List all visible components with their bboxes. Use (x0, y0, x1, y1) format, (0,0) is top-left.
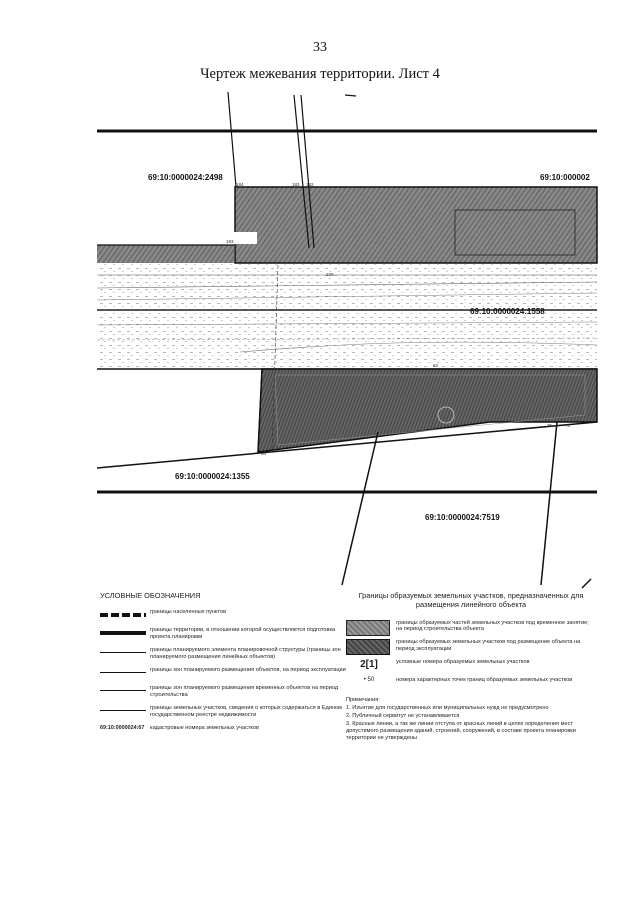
parcel-label-1558: 69:10:0000024:1558 (470, 307, 545, 316)
legend-right (346, 591, 596, 743)
parcel-label-2498: 69:10:0000024:2498 (148, 173, 223, 182)
parcel-label-right: 69:10:000002 (540, 173, 590, 182)
legend-text: номера характерных точек границ образуемых земельных участков (396, 677, 573, 684)
legend-text: границы зон планируемого размещения временных объектов на период строительства (150, 685, 339, 699)
leader-line-1 (228, 92, 236, 187)
legend-left (100, 591, 350, 743)
page-title: Чертеж межевания территории. Лист 4 (200, 66, 440, 82)
page-number: 33 (313, 40, 327, 55)
plot-upper-left-strip (97, 245, 234, 263)
legend-text: кадастровые номера земельных участков (150, 725, 260, 732)
notes-heading: Примечания: (346, 697, 380, 704)
point-75: 75 (547, 423, 553, 428)
leader-line-3 (342, 432, 378, 585)
legend-item (100, 705, 350, 719)
legend-item (100, 685, 350, 699)
legend-symbol-dash (100, 609, 146, 621)
legend-symbol-line (100, 667, 146, 679)
legend-cadastral-code: 69:10:0000024:67 (100, 725, 145, 732)
legend-item (346, 620, 596, 634)
arrow-mark-bottom-right (582, 579, 591, 588)
legend-item-cadastral (100, 725, 350, 737)
leader-line-4 (541, 422, 557, 585)
point-94: 94 (261, 451, 267, 456)
legend-symbol-line (100, 647, 146, 659)
legend-item (100, 627, 350, 641)
legend-right-heading: Границы образуемых земельных участков, предназначенных для размещения линейного объекта (358, 591, 584, 610)
point-182: 182 (306, 182, 314, 187)
legend-text: границы планируемого элемента планировочной структуры (границы зон планируемого размещения линейных объектов) (150, 647, 341, 661)
legend-item (100, 667, 350, 679)
point-184: 184 (236, 182, 244, 187)
legend-text: границы территории, в отношении которой осуществляется подготовка проекта планировки (150, 627, 336, 641)
parcel-label-7519: 69:10:0000024:7519 (425, 513, 500, 522)
plot-upper-notch (232, 232, 257, 244)
dash-mark-top (345, 95, 356, 96)
legend-symbol-box-perm (346, 639, 392, 651)
legend-symbol-line (100, 685, 146, 697)
point-76: 76 (565, 423, 571, 428)
road-zone (97, 263, 597, 369)
note-2: 2. Публичный сервитут не устанавливается (346, 713, 460, 720)
point-183: 183 (292, 182, 300, 187)
legend-text: границы образуемых частей земельных участков под временное занятие; на период строительства объекта (396, 619, 589, 633)
legend-text: границы зон планируемого размещения объектов, на период эксплуатации (150, 667, 346, 674)
parcel-label-1355: 69:10:0000024:1355 (175, 472, 250, 481)
legend-text: границы населенных пунктов (150, 609, 227, 616)
legend-item (346, 659, 596, 671)
note-1: 1. Изъятие для государственных или муниципальных нужд не предусмотрено (346, 705, 549, 712)
point-220: 220 (326, 272, 334, 277)
legend-symbol-thick (100, 627, 146, 639)
note-3: 3. Красные линии, а так же линии отступа от красных линий в целях определения мест допустимого размещения зданий, строений, сооружений, в составе проекта планировки территории не утверждены (346, 721, 576, 742)
plot-upper-main (235, 187, 597, 263)
legend-symbol-box-temp (346, 620, 392, 632)
legend-item (346, 677, 596, 689)
legend-left-heading: УСЛОВНЫЕ ОБОЗНАЧЕНИЯ (100, 591, 201, 600)
legend-symbol-number: 2[1] (360, 659, 378, 671)
point-93: 93 (433, 363, 439, 368)
point-193: 193 (226, 239, 234, 244)
notes (346, 697, 596, 742)
legend-symbol-line (100, 705, 146, 717)
legend-symbol-dot: • 50 (363, 677, 375, 684)
legend-text: границы земельных участков, сведения о которых содержаться в Едином государственном реестре недвижимости (150, 705, 342, 719)
legend-item (346, 639, 596, 653)
plot-lower-main (258, 369, 597, 452)
legend-text: границы образуемых земельных участков под размещение объекта на период эксплуатации (396, 639, 581, 653)
legend-item (100, 609, 350, 621)
legend-text: условные номера образуемых земельных участков (396, 659, 530, 666)
legend-item (100, 647, 350, 661)
